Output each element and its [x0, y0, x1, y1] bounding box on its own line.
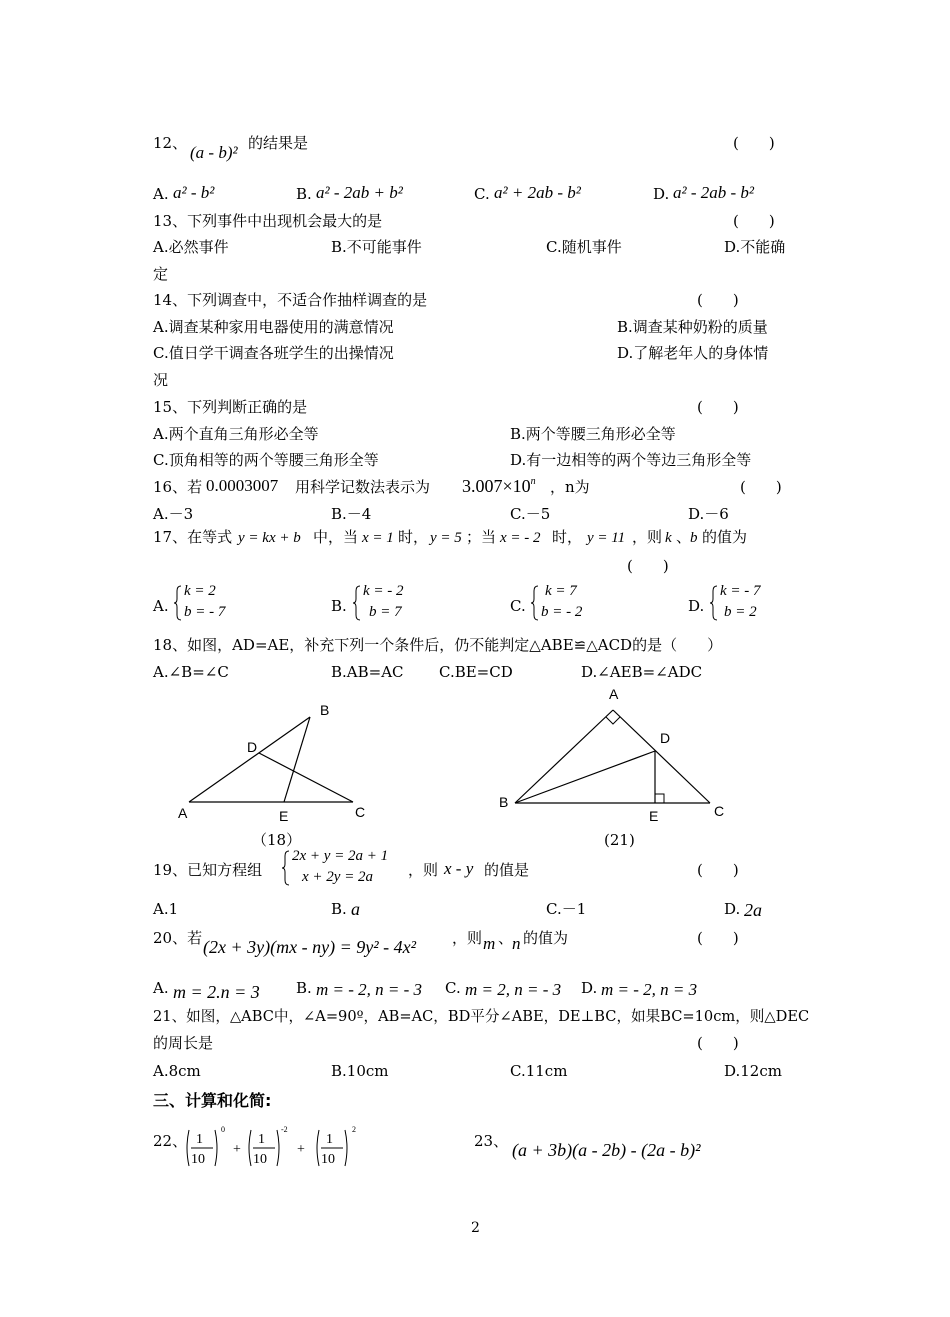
q22-plus-2: +	[297, 1142, 305, 1157]
q17-opt-d-label: D.	[688, 597, 705, 615]
q12-tail: 的结果是	[248, 134, 309, 152]
fig18-label-e: E	[279, 808, 289, 824]
q20-expr: (2x + 3y)(mx - ny) = 9y² - 4x²	[203, 937, 416, 957]
q19-opt-b: a	[351, 899, 360, 919]
q12-opt-b: a² - 2ab + b²	[316, 183, 403, 202]
q17-c4: y = 11	[587, 530, 626, 546]
q22-exp-2: -2	[281, 1126, 288, 1134]
q16-stem: 16、若	[153, 478, 203, 496]
q14-paren: ( )	[697, 291, 739, 309]
q20-s2: ，则	[452, 929, 483, 947]
q19-opt-c: C.－1	[546, 900, 587, 918]
q16-opt-c: C.－5	[510, 505, 551, 523]
q15-stem: 15、下列判断正确的是	[153, 398, 308, 416]
fig21-segment-ac	[613, 710, 710, 803]
q12-stem: 12、	[153, 134, 188, 152]
q17-paren: ( )	[627, 557, 669, 575]
q17-s4: ；当	[466, 528, 497, 546]
q14-opt-c: C.值日学干调查各班学生的出操情况	[153, 344, 394, 362]
q22-den-1: 10	[191, 1152, 205, 1167]
q21-stem-cont: 的周长是	[153, 1034, 214, 1052]
q20-paren: ( )	[697, 929, 739, 947]
q17-k: k	[665, 530, 672, 546]
q13-paren: ( )	[733, 212, 775, 230]
q17-opt-b-label: B.	[331, 597, 347, 615]
q21-paren: ( )	[697, 1034, 739, 1052]
q17-s5: 时，	[552, 528, 583, 546]
q15-opt-d: D.有一边相等的两个等边三角形全等	[510, 451, 752, 469]
q20-sep: 、	[498, 929, 514, 947]
q14-opt-b: B.调查某种奶粉的质量	[617, 318, 768, 336]
q17-s7: 的值为	[702, 528, 748, 546]
q20-opt-a: m = 2.n = 3	[173, 982, 260, 1002]
q12-opt-b-label: B.	[296, 185, 312, 203]
q13-opt-c: C.随机事件	[546, 238, 622, 256]
section-3-heading: 三、计算和化简:	[153, 1091, 272, 1110]
q20-opt-d-label: D.	[581, 979, 598, 997]
q12-opt-d: a² - 2ab - b²	[673, 183, 755, 202]
q20-m: m	[483, 934, 496, 953]
q17-opt-c-label: C.	[510, 597, 526, 615]
q19-stem: 19、已知方程组	[153, 861, 263, 879]
fig18-caption: （18）	[252, 831, 302, 849]
q20-opt-d: m = - 2, n = 3	[601, 980, 698, 999]
fig21-right-angle-e	[655, 794, 664, 803]
q14-opt-d: D.了解老年人的身体情	[617, 344, 769, 362]
figure-18	[170, 695, 390, 830]
q20-stem: 20、若	[153, 929, 203, 947]
q21-stem: 21、如图，△ABC中，∠A=90º，AB=AC，BD平分∠ABE，DE⊥BC，如果BC=10cm，则△DEC	[153, 1008, 810, 1025]
q22-den-2: 10	[253, 1152, 267, 1167]
q16-opt-a: A.－3	[153, 505, 194, 523]
q20-opt-b: m = - 2, n = - 3	[316, 980, 423, 999]
fig21-right-angle-a	[606, 717, 620, 724]
q22-num-2: 1	[258, 1132, 265, 1147]
q17-b: b	[690, 530, 698, 546]
q16-paren: ( )	[740, 478, 782, 496]
q18-opt-b: B.AB=AC	[331, 663, 404, 681]
q14-opt-d-cont: 况	[153, 371, 169, 389]
q21-opt-b: B.10cm	[331, 1062, 389, 1080]
fig18-label-c: C	[355, 804, 366, 820]
q16-number: 0.0003007	[206, 476, 279, 495]
q12-opt-a-label: A.	[153, 185, 169, 203]
q17-eq: y = kx + b	[238, 530, 301, 546]
q13-stem: 13、下列事件中出现机会最大的是	[153, 212, 383, 230]
q17-c1: x = 1	[362, 530, 394, 546]
fig18-label-d: D	[247, 739, 258, 755]
q22-exp-3: 2	[352, 1126, 356, 1134]
fig21-label-d: D	[660, 730, 671, 746]
q12-opt-a: a² - b²	[173, 183, 215, 202]
q22-den-3: 10	[321, 1152, 335, 1167]
q22-num-1: 1	[196, 1132, 203, 1147]
q17-opt-a-label: A.	[153, 597, 169, 615]
q19-opt-b-label: B.	[331, 900, 347, 918]
q18-stem: 18、如图，AD=AE，补充下列一个条件后，仍不能判定△ABE≌△ACD的是（ ）	[153, 636, 723, 654]
q19-expr: x - y	[444, 859, 474, 878]
q21-opt-a: A.8cm	[153, 1062, 201, 1080]
q16-opt-b: B.－4	[331, 505, 372, 523]
q17-s2: 中，当	[313, 528, 359, 546]
q14-opt-a: A.调查某种家用电器使用的满意情况	[153, 318, 394, 336]
q17-s6: ，则	[632, 528, 663, 546]
q17-s3: 时，	[398, 528, 429, 546]
q16-sci: $3.007\times 10^n$	[462, 476, 536, 496]
q19-paren: ( )	[697, 861, 739, 879]
q23-label: 23、	[474, 1132, 509, 1150]
q13-opt-a: A.必然事件	[153, 238, 229, 256]
q22-formula	[185, 1126, 365, 1172]
q17-sep: 、	[676, 528, 692, 546]
q12-expr: (a - b)²	[190, 143, 238, 162]
q17-c2: y = 5	[430, 530, 462, 546]
q15-opt-c: C.顶角相等的两个等腰三角形全等	[153, 451, 379, 469]
q22-plus-1: +	[233, 1142, 241, 1157]
q19-s2: ，则	[408, 861, 439, 879]
fig18-label-a: A	[178, 805, 188, 821]
q23-expr: (a + 3b)(a - 2b) - (2a - b)²	[512, 1140, 701, 1160]
q19-opt-d-label: D.	[724, 900, 741, 918]
fig18-segment-ab	[189, 717, 310, 802]
q19-opt-d: 2a	[744, 900, 762, 920]
q20-opt-c: m = 2, n = - 3	[465, 980, 562, 999]
q13-opt-d-cont: 定	[153, 265, 169, 283]
fig18-segment-be	[284, 717, 310, 802]
q18-opt-c: C.BE=CD	[439, 663, 513, 681]
q16-stem-end: ，n为	[550, 478, 590, 496]
fig21-label-e: E	[649, 808, 659, 824]
q20-s3: 的值为	[523, 929, 569, 947]
q20-opt-c-label: C.	[445, 979, 461, 997]
fig21-segment-bd	[515, 751, 655, 803]
q13-opt-d: D.不能确	[724, 238, 786, 256]
fig18-label-b: B	[320, 702, 330, 718]
fig21-label-c: C	[714, 803, 725, 819]
fig21-label-a: A	[609, 686, 619, 702]
q20-opt-b-label: B.	[296, 979, 312, 997]
q15-opt-a: A.两个直角三角形必全等	[153, 425, 319, 443]
fig21-label-b: B	[499, 794, 509, 810]
q18-opt-a: A.∠B=∠C	[153, 663, 229, 681]
fig21-caption: (21)	[604, 831, 635, 849]
q14-stem: 14、下列调查中，不适合作抽样调查的是	[153, 291, 428, 309]
q17-stem: 17、在等式	[153, 528, 233, 546]
q22-expr	[185, 1126, 365, 1176]
q17-c3: x = - 2	[500, 530, 541, 546]
q15-paren: ( )	[697, 398, 739, 416]
q22-exp-1: 0	[221, 1126, 225, 1134]
fig18-segment-dc	[259, 753, 353, 802]
q12-opt-d-label: D.	[653, 185, 670, 203]
q20-opt-a-label: A.	[153, 979, 169, 997]
page-number: 2	[471, 1220, 480, 1236]
q20-n: n	[512, 934, 521, 953]
q12-opt-c-label: C.	[474, 185, 490, 203]
q16-stem-mid: 用科学记数法表示为	[295, 478, 431, 496]
fig21-segment-ba	[515, 710, 613, 803]
q19-opt-a: A.1	[153, 900, 179, 918]
q13-opt-b: B.不可能事件	[331, 238, 422, 256]
q12-paren: ( )	[733, 134, 775, 152]
q22-label: 22、	[153, 1132, 188, 1150]
q21-opt-c: C.11cm	[510, 1062, 568, 1080]
q19-s3: 的值是	[484, 861, 530, 879]
q16-opt-d: D.－6	[688, 505, 729, 523]
q18-opt-d: D.∠AEB=∠ADC	[581, 663, 703, 681]
q15-opt-b: B.两个等腰三角形必全等	[510, 425, 676, 443]
q12-opt-c: a² + 2ab - b²	[494, 183, 581, 202]
figure-21	[495, 683, 735, 828]
q22-num-3: 1	[326, 1132, 333, 1147]
q21-opt-d: D.12cm	[724, 1062, 782, 1080]
